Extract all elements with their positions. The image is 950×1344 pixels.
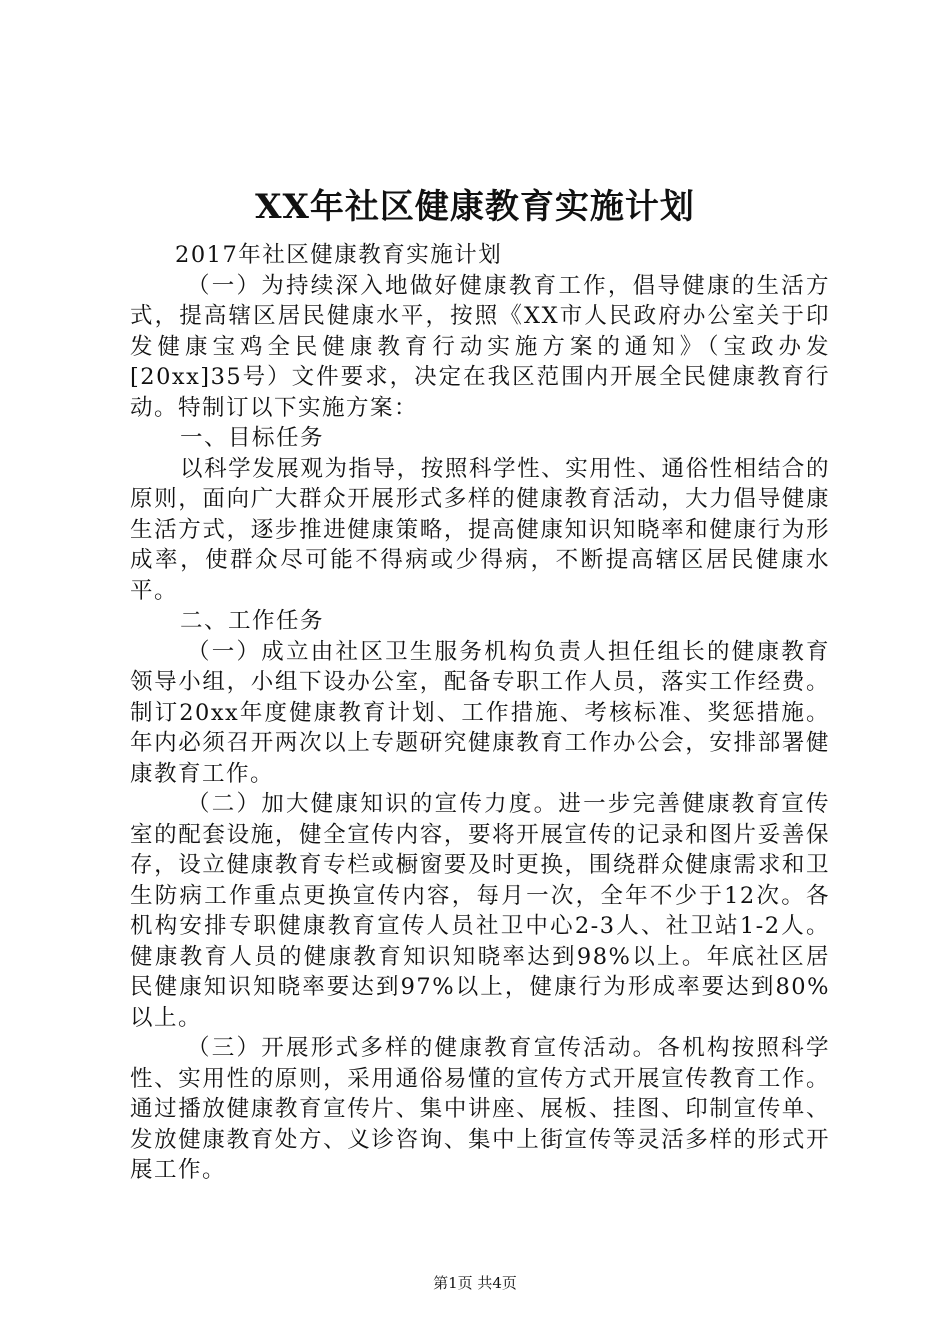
document-subtitle: 2017年社区健康教育实施计划	[175, 242, 503, 268]
paragraph-goals: 以科学发展观为指导，按照科学性、实用性、通俗性相结合的原则，面向广大群众开展形式多样的健康教育活动，大力倡导健康生活方式，逐步推进健康策略，提高健康知识知晓率和健康行为形成率，使群众尽可能不得病或少得病，不断提高辖区居民健康水平。	[130, 455, 830, 604]
document-body	[130, 240, 830, 1186]
paragraph-task-1: （一）成立由社区卫生服务机构负责人担任组长的健康教育领导小组，小组下设办公室，配备专职工作人员，落实工作经费。制订20xx年度健康教育计划、工作措施、考核标准、奖惩措施。年内必须召开两次以上专题研究健康教育工作办公会，安排部署健康教育工作。	[130, 638, 830, 787]
page-number-footer: 第1页 共4页	[433, 1274, 517, 1292]
paragraph-task-2: （二）加大健康知识的宣传力度。进一步完善健康教育宣传室的配套设施，健全宣传内容，要将开展宣传的记录和图片妥善保存，设立健康教育专栏或橱窗要及时更换，围绕群众健康需求和卫生防病工作重点更换宣传内容，每月一次，全年不少于12次。各机构安排专职健康教育宣传人员社卫中心2-3人、社卫站1-2人。健康教育人员的健康教育知识知晓率达到98%以上。年底社区居民健康知识知晓率要达到97%以上，健康行为形成率要达到80%以上。	[130, 791, 830, 1031]
paragraph-intro: （一）为持续深入地做好健康教育工作，倡导健康的生活方式，提高辖区居民健康水平，按照《XX市人民政府办公室关于印发健康宝鸡全民健康教育行动实施方案的通知》（宝政办发[20xx]35号）文件要求，决定在我区范围内开展全民健康教育行动。特制订以下实施方案：	[130, 272, 830, 421]
section-heading-tasks: 二、工作任务	[180, 608, 325, 634]
document-title: XX年社区健康教育实施计划	[255, 187, 695, 227]
paragraph-task-3: （三）开展形式多样的健康教育宣传活动。各机构按照科学性、实用性的原则，采用通俗易懂的宣传方式开展宣传教育工作。通过播放健康教育宣传片、集中讲座、展板、挂图、印制宣传单、发放健康教育处方、义诊咨询、集中上街宣传等灵活多样的形式开展工作。	[130, 1035, 830, 1183]
section-heading-goals: 一、目标任务	[180, 425, 325, 451]
